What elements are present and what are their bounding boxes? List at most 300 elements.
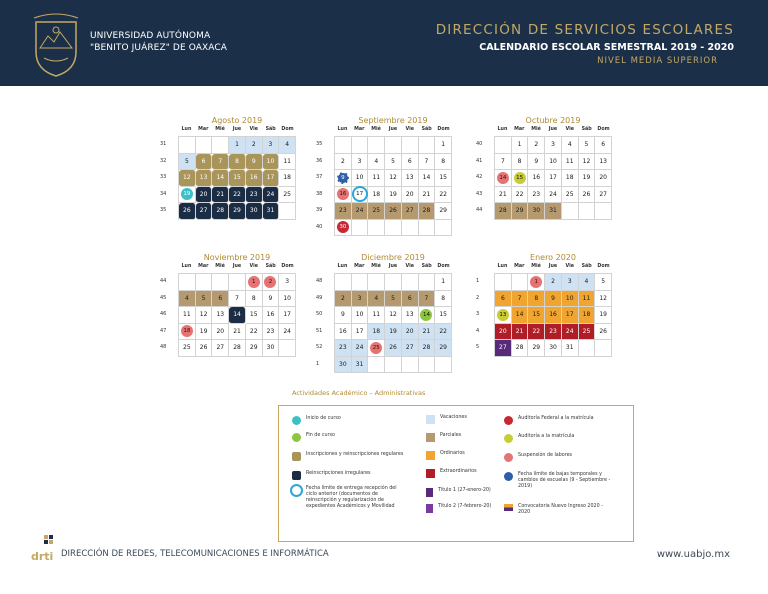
day-cell[interactable]: 2 (335, 291, 352, 308)
day-cell[interactable] (263, 274, 280, 291)
day-cell[interactable]: 22 (229, 187, 246, 204)
day-cell[interactable]: 24 (352, 340, 369, 357)
day-cell[interactable]: 9 (545, 291, 562, 308)
day-cell[interactable]: 29 (512, 203, 529, 220)
delivery-deadline-marker-icon (292, 486, 301, 495)
call-new-admission-marker-icon (504, 504, 513, 511)
day-cell[interactable]: 16 (545, 307, 562, 324)
day-cell[interactable]: 4 (368, 154, 385, 171)
week-number: 1 (316, 360, 320, 367)
day-cell (385, 137, 402, 154)
day-cell[interactable]: 20 (495, 324, 512, 341)
day-cell[interactable]: 10 (562, 291, 579, 308)
day-cell[interactable]: 29 (435, 203, 452, 220)
week-number: 48 (160, 344, 167, 350)
day-cell[interactable]: 27 (595, 187, 612, 204)
day-cell[interactable]: 3 (352, 154, 369, 171)
day-cell[interactable]: 22 (246, 324, 263, 341)
day-cell[interactable]: 1 (229, 137, 246, 154)
day-cell[interactable]: 28 (419, 203, 436, 220)
page-subtitle: CALENDARIO ESCOLAR SEMESTRAL 2019 - 2020 (479, 42, 734, 53)
day-grid (178, 273, 296, 357)
week-numbers (316, 273, 332, 372)
weekday-name: Mar (514, 264, 525, 269)
day-cell[interactable]: 21 (212, 187, 229, 204)
day-cell[interactable]: 25 (562, 187, 579, 204)
week-row (495, 340, 612, 357)
week-row (179, 137, 296, 154)
day-cell[interactable]: 17 (263, 170, 280, 187)
day-cell[interactable] (179, 187, 196, 204)
week-number: 40 (476, 141, 483, 147)
week-row (179, 203, 296, 220)
day-cell[interactable]: 23 (545, 324, 562, 341)
week-number: 33 (160, 174, 167, 180)
day-cell[interactable] (495, 307, 512, 324)
day-cell[interactable]: 18 (579, 307, 596, 324)
day-cell[interactable] (335, 187, 352, 204)
week-row (179, 170, 296, 187)
weekday-name: Mar (354, 127, 365, 132)
legend-conv (504, 504, 616, 516)
day-cell[interactable]: 1 (435, 137, 452, 154)
legend-ord-label: Ordinarios (440, 451, 465, 456)
day-cell[interactable]: 26 (385, 340, 402, 357)
day-cell[interactable]: 12 (595, 291, 612, 308)
day-cell[interactable]: 7 (229, 291, 246, 308)
legend-title: Actividades Académico – Administrativas (292, 389, 426, 397)
day-cell[interactable]: 11 (279, 154, 296, 171)
legend-tit1-label: Título 1 (27-enero-20) (438, 488, 491, 493)
month-diciembre (316, 253, 452, 374)
day-cell[interactable]: 6 (212, 291, 229, 308)
day-cell[interactable]: 20 (196, 187, 213, 204)
day-cell[interactable]: 6 (402, 154, 419, 171)
day-grid (494, 136, 612, 220)
day-cell[interactable]: 24 (263, 187, 280, 204)
weekday-header (494, 127, 612, 132)
day-cell[interactable]: 26 (385, 203, 402, 220)
day-cell[interactable]: 26 (179, 203, 196, 220)
reinscription-marker-icon (292, 471, 301, 480)
day-cell[interactable]: 8 (246, 291, 263, 308)
day-cell[interactable]: 8 (435, 154, 452, 171)
day-cell[interactable] (368, 340, 385, 357)
day-cell[interactable]: 24 (562, 324, 579, 341)
day-cell[interactable]: 6 (495, 291, 512, 308)
week-row (335, 220, 452, 237)
day-cell[interactable]: 25 (179, 340, 196, 357)
day-cell[interactable]: 28 (212, 203, 229, 220)
day-cell[interactable]: 10 (352, 307, 369, 324)
day-cell[interactable] (335, 220, 352, 237)
week-row (495, 137, 612, 154)
day-cell (402, 137, 419, 154)
day-cell[interactable]: 21 (419, 324, 436, 341)
day-cell[interactable]: 2 (545, 274, 562, 291)
day-cell[interactable]: 18 (368, 187, 385, 204)
week-number: 42 (476, 174, 483, 180)
day-cell[interactable]: 30 (335, 357, 352, 374)
day-cell (419, 137, 436, 154)
day-cell[interactable]: 15 (246, 307, 263, 324)
day-cell[interactable]: 10 (263, 154, 280, 171)
day-cell[interactable] (179, 324, 196, 341)
month-octubre (476, 116, 612, 221)
day-cell[interactable]: 15 (435, 170, 452, 187)
day-cell[interactable]: 16 (528, 170, 545, 187)
day-grid (334, 136, 452, 236)
day-cell[interactable]: 27 (402, 203, 419, 220)
day-cell[interactable]: 18 (562, 170, 579, 187)
day-cell[interactable]: 17 (545, 170, 562, 187)
day-cell[interactable]: 7 (212, 154, 229, 171)
day-cell[interactable]: 26 (579, 187, 596, 204)
legend-audit (504, 434, 616, 443)
legend-reins-label: Reinscripciones irregulares (306, 471, 371, 476)
day-cell[interactable]: 12 (179, 170, 196, 187)
header-banner (0, 0, 768, 86)
day-cell[interactable]: 8 (528, 291, 545, 308)
day-cell[interactable]: 13 (212, 307, 229, 324)
day-cell[interactable]: 29 (435, 340, 452, 357)
weekday-name: Sáb (421, 127, 432, 132)
weekday-name: Dom (281, 264, 294, 269)
day-cell[interactable]: 22 (435, 324, 452, 341)
month-title: Diciembre 2019 (361, 253, 425, 262)
legend-tit2 (426, 504, 498, 513)
week-numbers (160, 136, 176, 219)
legend-ext-label: Extraordinarios (440, 469, 477, 474)
day-cell[interactable]: 13 (402, 170, 419, 187)
week-number: 49 (316, 294, 323, 301)
day-cell[interactable]: 8 (512, 154, 529, 171)
day-cell[interactable]: 13 (196, 170, 213, 187)
week-number: 39 (316, 207, 323, 213)
day-cell[interactable] (352, 187, 369, 204)
day-cell[interactable]: 25 (579, 324, 596, 341)
day-cell[interactable]: 7 (419, 291, 436, 308)
day-cell[interactable]: 9 (263, 291, 280, 308)
day-cell[interactable] (246, 274, 263, 291)
weekday-name: Mié (371, 264, 381, 269)
day-cell[interactable]: 30 (545, 340, 562, 357)
day-cell[interactable]: 15 (435, 307, 452, 324)
weekday-name: Sáb (421, 264, 432, 269)
day-cell[interactable]: 6 (196, 154, 213, 171)
day-cell[interactable]: 7 (419, 154, 436, 171)
title2-marker-icon (426, 504, 433, 513)
day-cell[interactable]: 12 (385, 307, 402, 324)
weekday-name: Lun (181, 127, 192, 132)
day-cell[interactable]: 31 (263, 203, 280, 220)
day-cell[interactable]: 26 (595, 324, 612, 341)
weekday-name: Sáb (265, 127, 276, 132)
day-cell[interactable]: 4 (562, 137, 579, 154)
vacation-swatch-icon (426, 415, 435, 424)
day-grid (334, 273, 452, 373)
day-cell[interactable]: 3 (545, 137, 562, 154)
day-cell[interactable]: 12 (385, 170, 402, 187)
day-cell[interactable]: 29 (528, 340, 545, 357)
day-cell[interactable]: 23 (263, 324, 280, 341)
day-cell[interactable]: 3 (352, 291, 369, 308)
day-cell[interactable]: 5 (385, 154, 402, 171)
week-number: 43 (476, 190, 483, 197)
day-marker: 25 (370, 342, 382, 354)
day-cell[interactable]: 16 (246, 170, 263, 187)
day-cell[interactable]: 27 (212, 340, 229, 357)
day-cell[interactable]: 9 (246, 154, 263, 171)
day-cell[interactable]: 31 (352, 357, 369, 374)
day-cell[interactable]: 25 (368, 203, 385, 220)
day-cell[interactable]: 14 (419, 170, 436, 187)
day-cell[interactable]: 2 (528, 137, 545, 154)
week-row (179, 340, 296, 357)
day-cell[interactable]: 31 (545, 203, 562, 220)
day-cell[interactable]: 11 (179, 307, 196, 324)
day-cell[interactable]: 31 (562, 340, 579, 357)
day-marker: 1 (248, 276, 260, 288)
day-cell[interactable]: 4 (179, 291, 196, 308)
day-cell[interactable]: 20 (402, 187, 419, 204)
month-noviembre (160, 253, 296, 358)
day-cell[interactable]: 5 (196, 291, 213, 308)
day-cell[interactable]: 15 (528, 307, 545, 324)
day-cell[interactable]: 17 (562, 307, 579, 324)
day-cell (196, 274, 213, 291)
legend-susp (504, 453, 616, 462)
day-marker: 14 (420, 309, 432, 321)
day-cell (279, 203, 296, 220)
day-cell[interactable]: 7 (512, 291, 529, 308)
day-cell[interactable]: 4 (368, 291, 385, 308)
day-cell[interactable]: 21 (419, 187, 436, 204)
week-row (179, 154, 296, 171)
day-cell[interactable]: 10 (279, 291, 296, 308)
day-cell[interactable] (495, 170, 512, 187)
day-cell[interactable]: 27 (495, 340, 512, 357)
suspension-marker-icon (504, 453, 513, 462)
day-cell[interactable]: 21 (229, 324, 246, 341)
month-septiembre (316, 116, 452, 237)
day-cell[interactable]: 28 (512, 340, 529, 357)
website-link[interactable]: www.uabjo.mx (656, 549, 730, 560)
day-cell[interactable] (528, 274, 545, 291)
day-cell (435, 220, 452, 237)
day-cell[interactable] (419, 307, 436, 324)
audit-marker-icon (504, 434, 513, 443)
day-cell[interactable]: 19 (196, 324, 213, 341)
day-cell[interactable]: 2 (246, 137, 263, 154)
weekday-name: Mié (531, 127, 541, 132)
week-row (335, 203, 452, 220)
day-cell[interactable]: 11 (562, 154, 579, 171)
day-cell[interactable]: 25 (279, 187, 296, 204)
day-cell[interactable]: 3 (279, 274, 296, 291)
day-cell[interactable]: 6 (402, 291, 419, 308)
day-cell[interactable]: 19 (579, 170, 596, 187)
day-cell[interactable]: 3 (562, 274, 579, 291)
day-cell (402, 357, 419, 374)
day-cell[interactable]: 10 (352, 170, 369, 187)
week-number: 5 (476, 344, 480, 350)
day-cell[interactable]: 30 (263, 340, 280, 357)
day-cell[interactable]: 22 (435, 187, 452, 204)
day-cell[interactable]: 30 (246, 203, 263, 220)
day-marker: 17 (354, 188, 366, 200)
day-cell[interactable]: 5 (179, 154, 196, 171)
week-row (335, 324, 452, 341)
day-cell[interactable]: 26 (196, 340, 213, 357)
inscription-marker-icon (292, 452, 301, 461)
day-cell[interactable]: 6 (595, 137, 612, 154)
week-number: 47 (160, 327, 167, 334)
day-cell (419, 274, 436, 291)
day-cell[interactable]: 29 (229, 203, 246, 220)
week-row (495, 291, 612, 308)
day-cell[interactable]: 8 (229, 154, 246, 171)
day-cell (352, 274, 369, 291)
day-cell[interactable]: 21 (512, 324, 529, 341)
day-cell[interactable]: 12 (196, 307, 213, 324)
legend-start (292, 416, 412, 425)
day-cell[interactable]: 13 (402, 307, 419, 324)
day-cell[interactable]: 28 (419, 340, 436, 357)
day-cell (212, 137, 229, 154)
day-cell[interactable]: 30 (528, 203, 545, 220)
day-cell[interactable]: 11 (579, 291, 596, 308)
day-cell[interactable]: 17 (352, 324, 369, 341)
day-cell (368, 220, 385, 237)
day-cell[interactable]: 2 (335, 154, 352, 171)
day-cell (495, 274, 512, 291)
day-cell[interactable]: 19 (385, 324, 402, 341)
day-cell[interactable]: 20 (595, 170, 612, 187)
day-cell (385, 220, 402, 237)
day-cell[interactable]: 9 (528, 154, 545, 171)
weekday-header (178, 127, 296, 132)
week-number: 32 (160, 157, 167, 164)
day-cell[interactable]: 24 (279, 324, 296, 341)
day-cell[interactable]: 24 (352, 203, 369, 220)
weekday-header (178, 264, 296, 269)
day-cell[interactable]: 9 (335, 307, 352, 324)
day-cell[interactable]: 14 (212, 170, 229, 187)
day-cell[interactable]: 28 (229, 340, 246, 357)
week-number: 3 (476, 311, 480, 317)
weekday-name: Mié (215, 264, 225, 269)
week-row (335, 274, 452, 291)
day-cell[interactable]: 22 (528, 324, 545, 341)
day-cell[interactable]: 23 (335, 203, 352, 220)
day-cell[interactable]: 20 (402, 324, 419, 341)
day-cell[interactable]: 4 (279, 137, 296, 154)
legend-reins (292, 471, 412, 480)
week-numbers (160, 273, 176, 356)
legend-entrega (292, 486, 408, 510)
day-cell[interactable]: 4 (579, 274, 596, 291)
day-cell[interactable]: 13 (595, 154, 612, 171)
day-cell[interactable]: 23 (335, 340, 352, 357)
university-name (90, 30, 227, 54)
day-cell[interactable]: 10 (545, 154, 562, 171)
day-cell[interactable]: 12 (579, 154, 596, 171)
day-cell[interactable]: 14 (229, 307, 246, 324)
day-cell[interactable]: 11 (368, 307, 385, 324)
day-cell (196, 137, 213, 154)
week-numbers (476, 273, 492, 356)
weekday-name: Jue (548, 264, 558, 269)
day-cell[interactable]: 27 (196, 203, 213, 220)
day-cell[interactable]: 16 (263, 307, 280, 324)
day-cell[interactable]: 5 (385, 291, 402, 308)
day-cell[interactable]: 23 (246, 187, 263, 204)
day-cell[interactable]: 23 (528, 187, 545, 204)
week-number: 35 (160, 207, 167, 213)
end-marker-icon (292, 433, 301, 442)
day-cell[interactable]: 11 (368, 170, 385, 187)
day-cell[interactable]: 16 (335, 324, 352, 341)
week-row (179, 324, 296, 341)
day-cell[interactable]: 19 (385, 187, 402, 204)
day-cell[interactable] (335, 170, 352, 187)
week-number: 51 (316, 327, 323, 334)
weekday-name: Vie (249, 127, 259, 132)
day-cell[interactable]: 1 (512, 137, 529, 154)
legend-par-label: Parciales (440, 433, 462, 438)
legend-end (292, 433, 412, 442)
day-cell[interactable]: 14 (512, 307, 529, 324)
week-number: 46 (160, 311, 167, 317)
title1-marker-icon (426, 488, 433, 497)
day-cell[interactable] (512, 170, 529, 187)
week-number: 35 (316, 141, 323, 147)
day-cell[interactable]: 28 (495, 203, 512, 220)
week-number: 41 (476, 157, 483, 164)
legend-vac (426, 415, 496, 424)
day-cell[interactable]: 5 (595, 274, 612, 291)
day-cell[interactable]: 22 (512, 187, 529, 204)
day-cell[interactable]: 29 (246, 340, 263, 357)
day-cell[interactable]: 27 (402, 340, 419, 357)
day-cell[interactable]: 8 (435, 291, 452, 308)
day-cell[interactable]: 17 (279, 307, 296, 324)
legend-insc (292, 452, 412, 461)
day-cell[interactable]: 18 (279, 170, 296, 187)
day-cell[interactable]: 5 (579, 137, 596, 154)
weekday-name: Vie (405, 264, 415, 269)
day-cell[interactable]: 19 (595, 307, 612, 324)
legend-fed-label: Auditoría Federal a la matrícula (518, 416, 594, 421)
day-cell[interactable]: 7 (495, 154, 512, 171)
day-cell[interactable]: 3 (263, 137, 280, 154)
day-cell[interactable]: 15 (229, 170, 246, 187)
day-cell[interactable]: 24 (545, 187, 562, 204)
day-cell[interactable]: 20 (212, 324, 229, 341)
month-title: Octubre 2019 (525, 116, 581, 125)
weekday-name: Vie (405, 127, 415, 132)
week-numbers (476, 136, 492, 219)
legend-par (426, 433, 496, 442)
month-title: Septiembre 2019 (358, 116, 428, 125)
day-cell[interactable]: 21 (495, 187, 512, 204)
day-cell[interactable]: 18 (368, 324, 385, 341)
weekday-header (494, 264, 612, 269)
day-cell[interactable]: 1 (435, 274, 452, 291)
day-cell (579, 203, 596, 220)
weekday-name: Dom (437, 264, 450, 269)
